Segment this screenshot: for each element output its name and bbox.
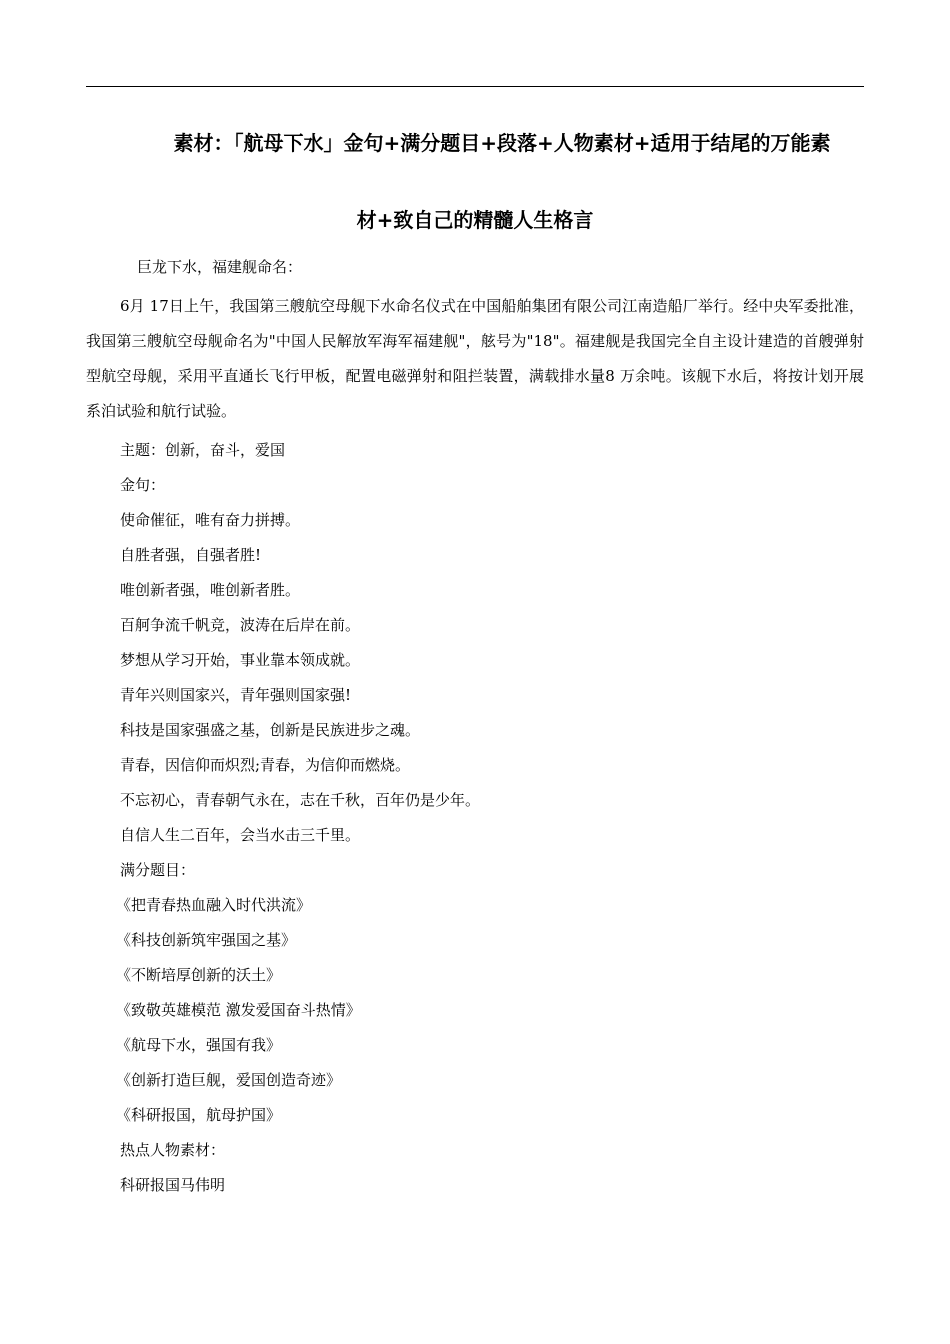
people-heading: 热点人物素材：	[120, 1141, 226, 1159]
content-list	[116, 433, 481, 1203]
quote-item: 青春，因信仰而炽烈;青春，为信仰而燃烧。	[120, 756, 411, 774]
essay-title-item: 《不断培厚创新的沃土》	[116, 966, 282, 984]
quote-item: 科技是国家强盛之基，创新是民族进步之魂。	[120, 721, 421, 739]
essay-title-item: 《把青春热血融入时代洪流》	[116, 896, 312, 914]
document-title-line-1: 素材：「航母下水」金句+满分题目+段落+人物素材+适用于结尾的万能素	[173, 131, 831, 155]
quote-item: 自信人生二百年，会当水击三千里。	[120, 826, 361, 844]
titles-heading: 满分题目：	[120, 861, 196, 879]
quote-item: 唯创新者强，唯创新者胜。	[120, 581, 301, 599]
quote-item: 青年兴则国家兴，青年强则国家强!	[120, 686, 352, 704]
header-rule	[86, 86, 864, 87]
essay-title-item: 《科技创新筑牢强国之基》	[116, 931, 297, 949]
essay-title-item: 《科研报国，航母护国》	[116, 1106, 282, 1124]
quote-item: 使命催征，唯有奋力拼搏。	[120, 511, 301, 529]
essay-title-item: 《致敬英雄模范 激发爱国奋斗热情》	[116, 1001, 361, 1019]
quotes-heading: 金句：	[120, 476, 166, 494]
section-subheading: 巨龙下水，福建舰命名：	[137, 258, 303, 276]
theme-line: 主题：创新，奋斗，爱国	[120, 441, 286, 459]
people-item: 科研报国马伟明	[120, 1176, 226, 1194]
document-title-line-2: 材+致自己的精髓人生格言	[356, 208, 594, 232]
quote-item: 自胜者强，自强者胜!	[120, 546, 262, 564]
essay-title-item: 《航母下水，强国有我》	[116, 1036, 282, 1054]
essay-title-item: 《创新打造巨舰，爱国创造奇迹》	[116, 1071, 342, 1089]
news-paragraph: 6月 17日上午，我国第三艘航空母舰下水命名仪式在中国船舶集团有限公司江南造船厂举行。经中央军委批准，我国第三艘航空母舰命名为"中国人民解放军海军福建舰"，舷号为"18"。福建舰是我国完全自主设计建造的首艘弹射型航空母舰，采用平直通长飞行甲板，配置电磁弹射和阻拦装置，满载排水量8 万余吨。该舰下水后，将按计划开展系泊试验和航行试验。	[86, 297, 864, 420]
quote-item: 百舸争流千帆竞，波涛在后岸在前。	[120, 616, 361, 634]
quote-item: 不忘初心，青春朝气永在，志在千秋，百年仍是少年。	[120, 791, 481, 809]
quote-item: 梦想从学习开始，事业靠本领成就。	[120, 651, 361, 669]
